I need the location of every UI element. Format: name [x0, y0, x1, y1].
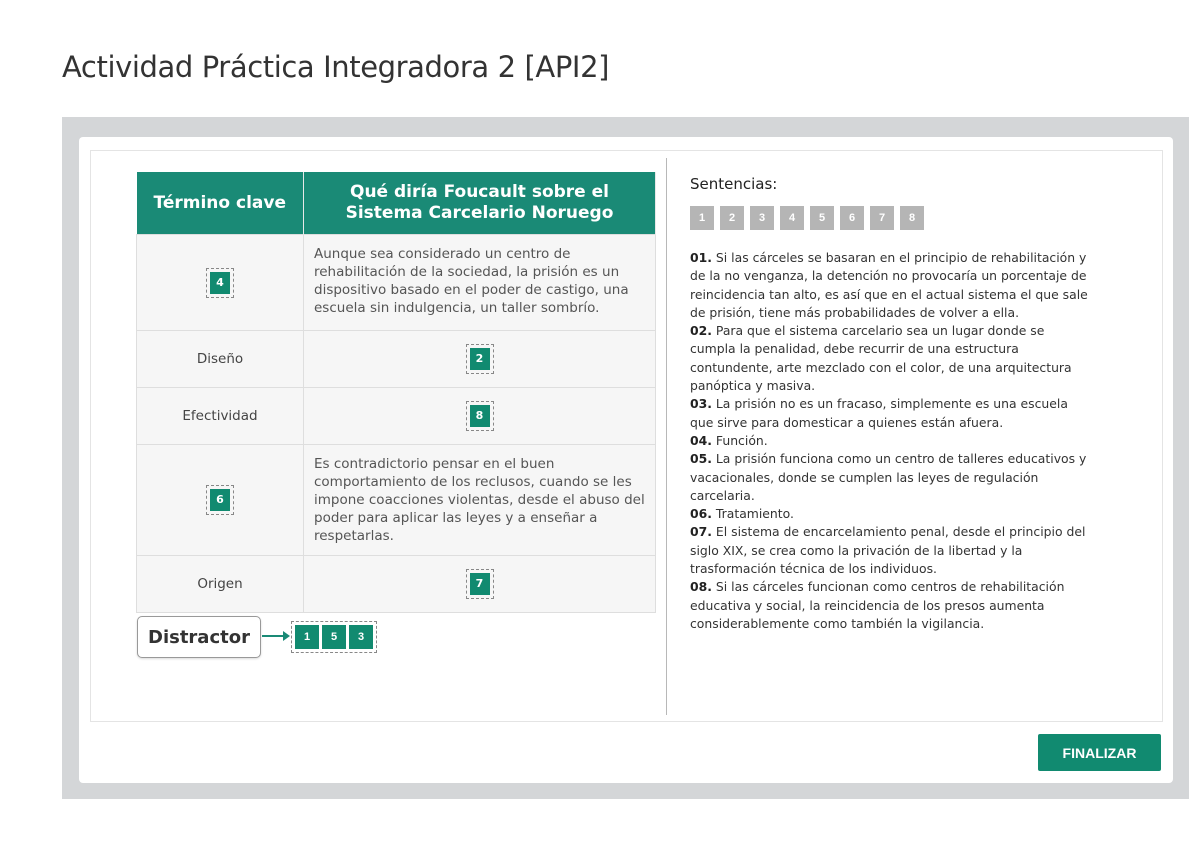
- sentence-number-chip[interactable]: 5: [810, 206, 834, 230]
- distractor-label: Distractor: [137, 616, 261, 658]
- sentence-number-chip[interactable]: 8: [900, 206, 924, 230]
- answer-chip[interactable]: 6: [210, 489, 230, 511]
- page-title: Actividad Práctica Integradora 2 [API2]: [62, 50, 610, 84]
- answer-chip[interactable]: 8: [470, 405, 490, 427]
- sentence-text: Si las cárceles se basaran en el principio de rehabilitación y de la no venganza, la detención no provocaría un porcentaje de reincidencia tan alto, es así que en el actual sistema el que sale de prisión, tiene más probabilidades de volver a ella.: [690, 250, 1088, 320]
- sentence-number: 04.: [690, 432, 712, 448]
- sentence-item: [690, 523, 1090, 578]
- answer-chip[interactable]: 7: [470, 573, 490, 595]
- sentence-text: Función.: [715, 432, 768, 448]
- sentence-text: Tratamiento.: [715, 506, 794, 522]
- sentence-text: Para que el sistema carcelario sea un lugar donde se cumpla la penalidad, debe recurrir de una estructura contundente, arte mezclado con el color, de una arquitectura panóptica y masiva.: [690, 323, 1072, 394]
- term-cell: [137, 235, 304, 331]
- sentence-number: 06.: [690, 506, 712, 522]
- sentence-number-chip[interactable]: 1: [690, 206, 714, 230]
- table-row: [137, 388, 656, 445]
- distractor-drop-zone[interactable]: [291, 621, 377, 653]
- description-cell: [304, 556, 656, 613]
- sentence-number-chip[interactable]: 7: [870, 206, 894, 230]
- drop-zone[interactable]: [206, 485, 234, 515]
- sentence-number: 05.: [690, 451, 712, 467]
- arrow-right-icon: [261, 626, 291, 646]
- sentence-text: Si las cárceles funcionan como centros de rehabilitación educativa y social, la reincidencia de los presos aumenta considerablemente como también la vigilancia.: [690, 579, 1065, 631]
- sentence-item: [690, 505, 1090, 523]
- sentence-number-chip[interactable]: 3: [750, 206, 774, 230]
- sentences-list: [690, 249, 1090, 633]
- sentence-number-chip[interactable]: 4: [780, 206, 804, 230]
- sentence-number: 01.: [690, 250, 712, 265]
- description-cell: Aunque sea considerado un centro de rehabilitación de la sociedad, la prisión es un dispositivo basado en el poder de castigo, una escuela sin indulgencia, un taller sombrío.: [304, 235, 656, 331]
- drop-zone[interactable]: [466, 569, 494, 599]
- sentence-number: 08.: [690, 579, 712, 595]
- header-foucault: Qué diría Foucault sobre el Sistema Carcelario Noruego: [304, 172, 656, 235]
- distractor-chip[interactable]: 1: [295, 625, 319, 649]
- sentence-text: El sistema de encarcelamiento penal, desde el principio del siglo XIX, se crea como la privación de la libertad y la trasformación técnica de los individuos.: [690, 524, 1086, 577]
- term-cell: Diseño: [137, 331, 304, 388]
- answer-chip[interactable]: 2: [470, 348, 490, 370]
- table-row: [137, 235, 656, 331]
- term-cell: Origen: [137, 556, 304, 613]
- finalize-button[interactable]: FINALIZAR: [1038, 734, 1161, 771]
- key-terms-table: [136, 172, 656, 613]
- drop-zone[interactable]: [466, 344, 494, 374]
- table-row: [137, 556, 656, 613]
- sentences-title: Sentencias:: [690, 175, 778, 193]
- distractor-chip[interactable]: 3: [349, 625, 373, 649]
- drop-zone[interactable]: [466, 401, 494, 431]
- description-cell: [304, 331, 656, 388]
- sentence-number: 07.: [690, 524, 712, 540]
- sentence-item: [690, 578, 1090, 633]
- sentence-item: [690, 432, 1090, 450]
- sentence-number: 02.: [690, 323, 712, 339]
- term-cell: Efectividad: [137, 388, 304, 445]
- sentence-item: [690, 249, 1090, 322]
- panel-divider: [666, 158, 667, 715]
- distractor-chip[interactable]: 5: [322, 625, 346, 649]
- sentence-text: La prisión funciona como un centro de talleres educativos y vacacionales, donde se cumplen las leyes de regulación carcelaria.: [690, 451, 1087, 503]
- sentence-number: 03.: [690, 396, 712, 412]
- sentence-number-chip[interactable]: 2: [720, 206, 744, 230]
- sentence-item: [690, 322, 1090, 395]
- sentence-number-chip[interactable]: 6: [840, 206, 864, 230]
- sentence-text: La prisión no es un fracaso, simplemente es una escuela que sirve para domesticar a quienes están afuera.: [690, 396, 1068, 430]
- table-row: [137, 445, 656, 556]
- header-term: Término clave: [137, 172, 304, 235]
- drop-zone[interactable]: [206, 268, 234, 298]
- table-row: [137, 331, 656, 388]
- term-cell: [137, 445, 304, 556]
- sentence-number-bank: [690, 206, 924, 230]
- sentence-item: [690, 395, 1090, 432]
- description-cell: [304, 388, 656, 445]
- sentence-item: [690, 450, 1090, 505]
- answer-chip[interactable]: 4: [210, 272, 230, 294]
- description-cell: Es contradictorio pensar en el buen comportamiento de los reclusos, cuando se les impone coacciones violentas, desde el abuso del poder para aplicar las leyes y a enseñar a respetarlas.: [304, 445, 656, 556]
